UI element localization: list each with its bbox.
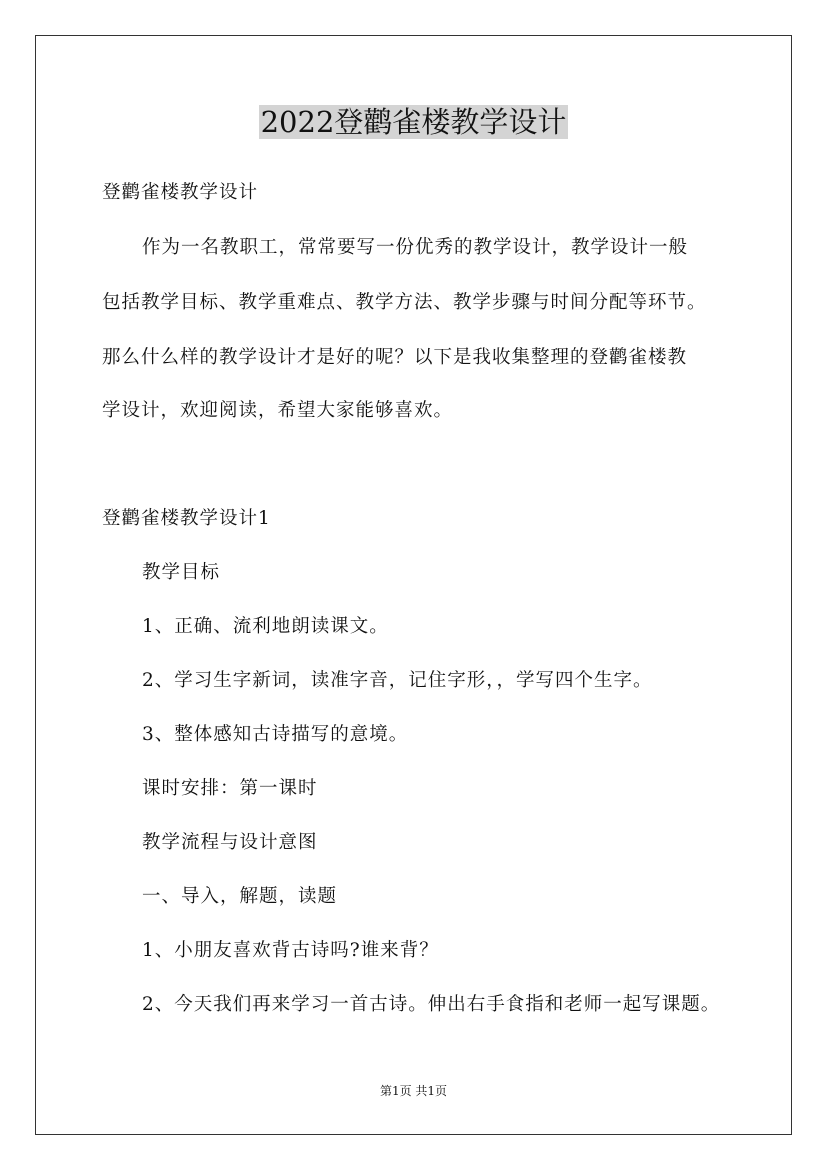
intro-paragraph-line: 包括教学目标、教学重难点、教学方法、教学步骤与时间分配等环节。	[102, 292, 707, 313]
section1-line: 3、整体感知古诗描写的意境。	[142, 724, 409, 745]
page-footer: 第1页 共1页	[379, 1084, 448, 1098]
section1-line: 2、学习生字新词，读准字音，记住字形，，学写四个生字。	[142, 670, 653, 691]
intro-heading: 登鹳雀楼教学设计	[102, 182, 259, 203]
section1-line: 教学流程与设计意图	[142, 832, 318, 853]
document-title	[0, 102, 827, 142]
section1-line: 1、小朋友喜欢背古诗吗?谁来背？	[142, 940, 439, 961]
section1-line: 一、导入，解题，读题	[142, 886, 338, 907]
section1-heading: 登鹳雀楼教学设计1	[102, 508, 271, 529]
intro-paragraph-line: 作为一名教职工，常常要写一份优秀的教学设计，教学设计一般	[142, 237, 689, 258]
section1-line: 2、今天我们再来学习一首古诗。伸出右手食指和老师一起写课题。	[142, 994, 721, 1015]
section1-line: 教学目标	[142, 562, 221, 583]
section1-line: 1、正确、流利地朗读课文。	[142, 616, 389, 637]
section1-line: 课时安排：第一课时	[142, 778, 318, 799]
intro-paragraph-line: 学设计，欢迎阅读，希望大家能够喜欢。	[102, 400, 454, 421]
intro-paragraph-line: 那么什么样的教学设计才是好的呢？以下是我收集整理的登鹳雀楼教	[102, 347, 688, 368]
document-title-text: 2022登鹳雀楼教学设计	[260, 105, 567, 139]
